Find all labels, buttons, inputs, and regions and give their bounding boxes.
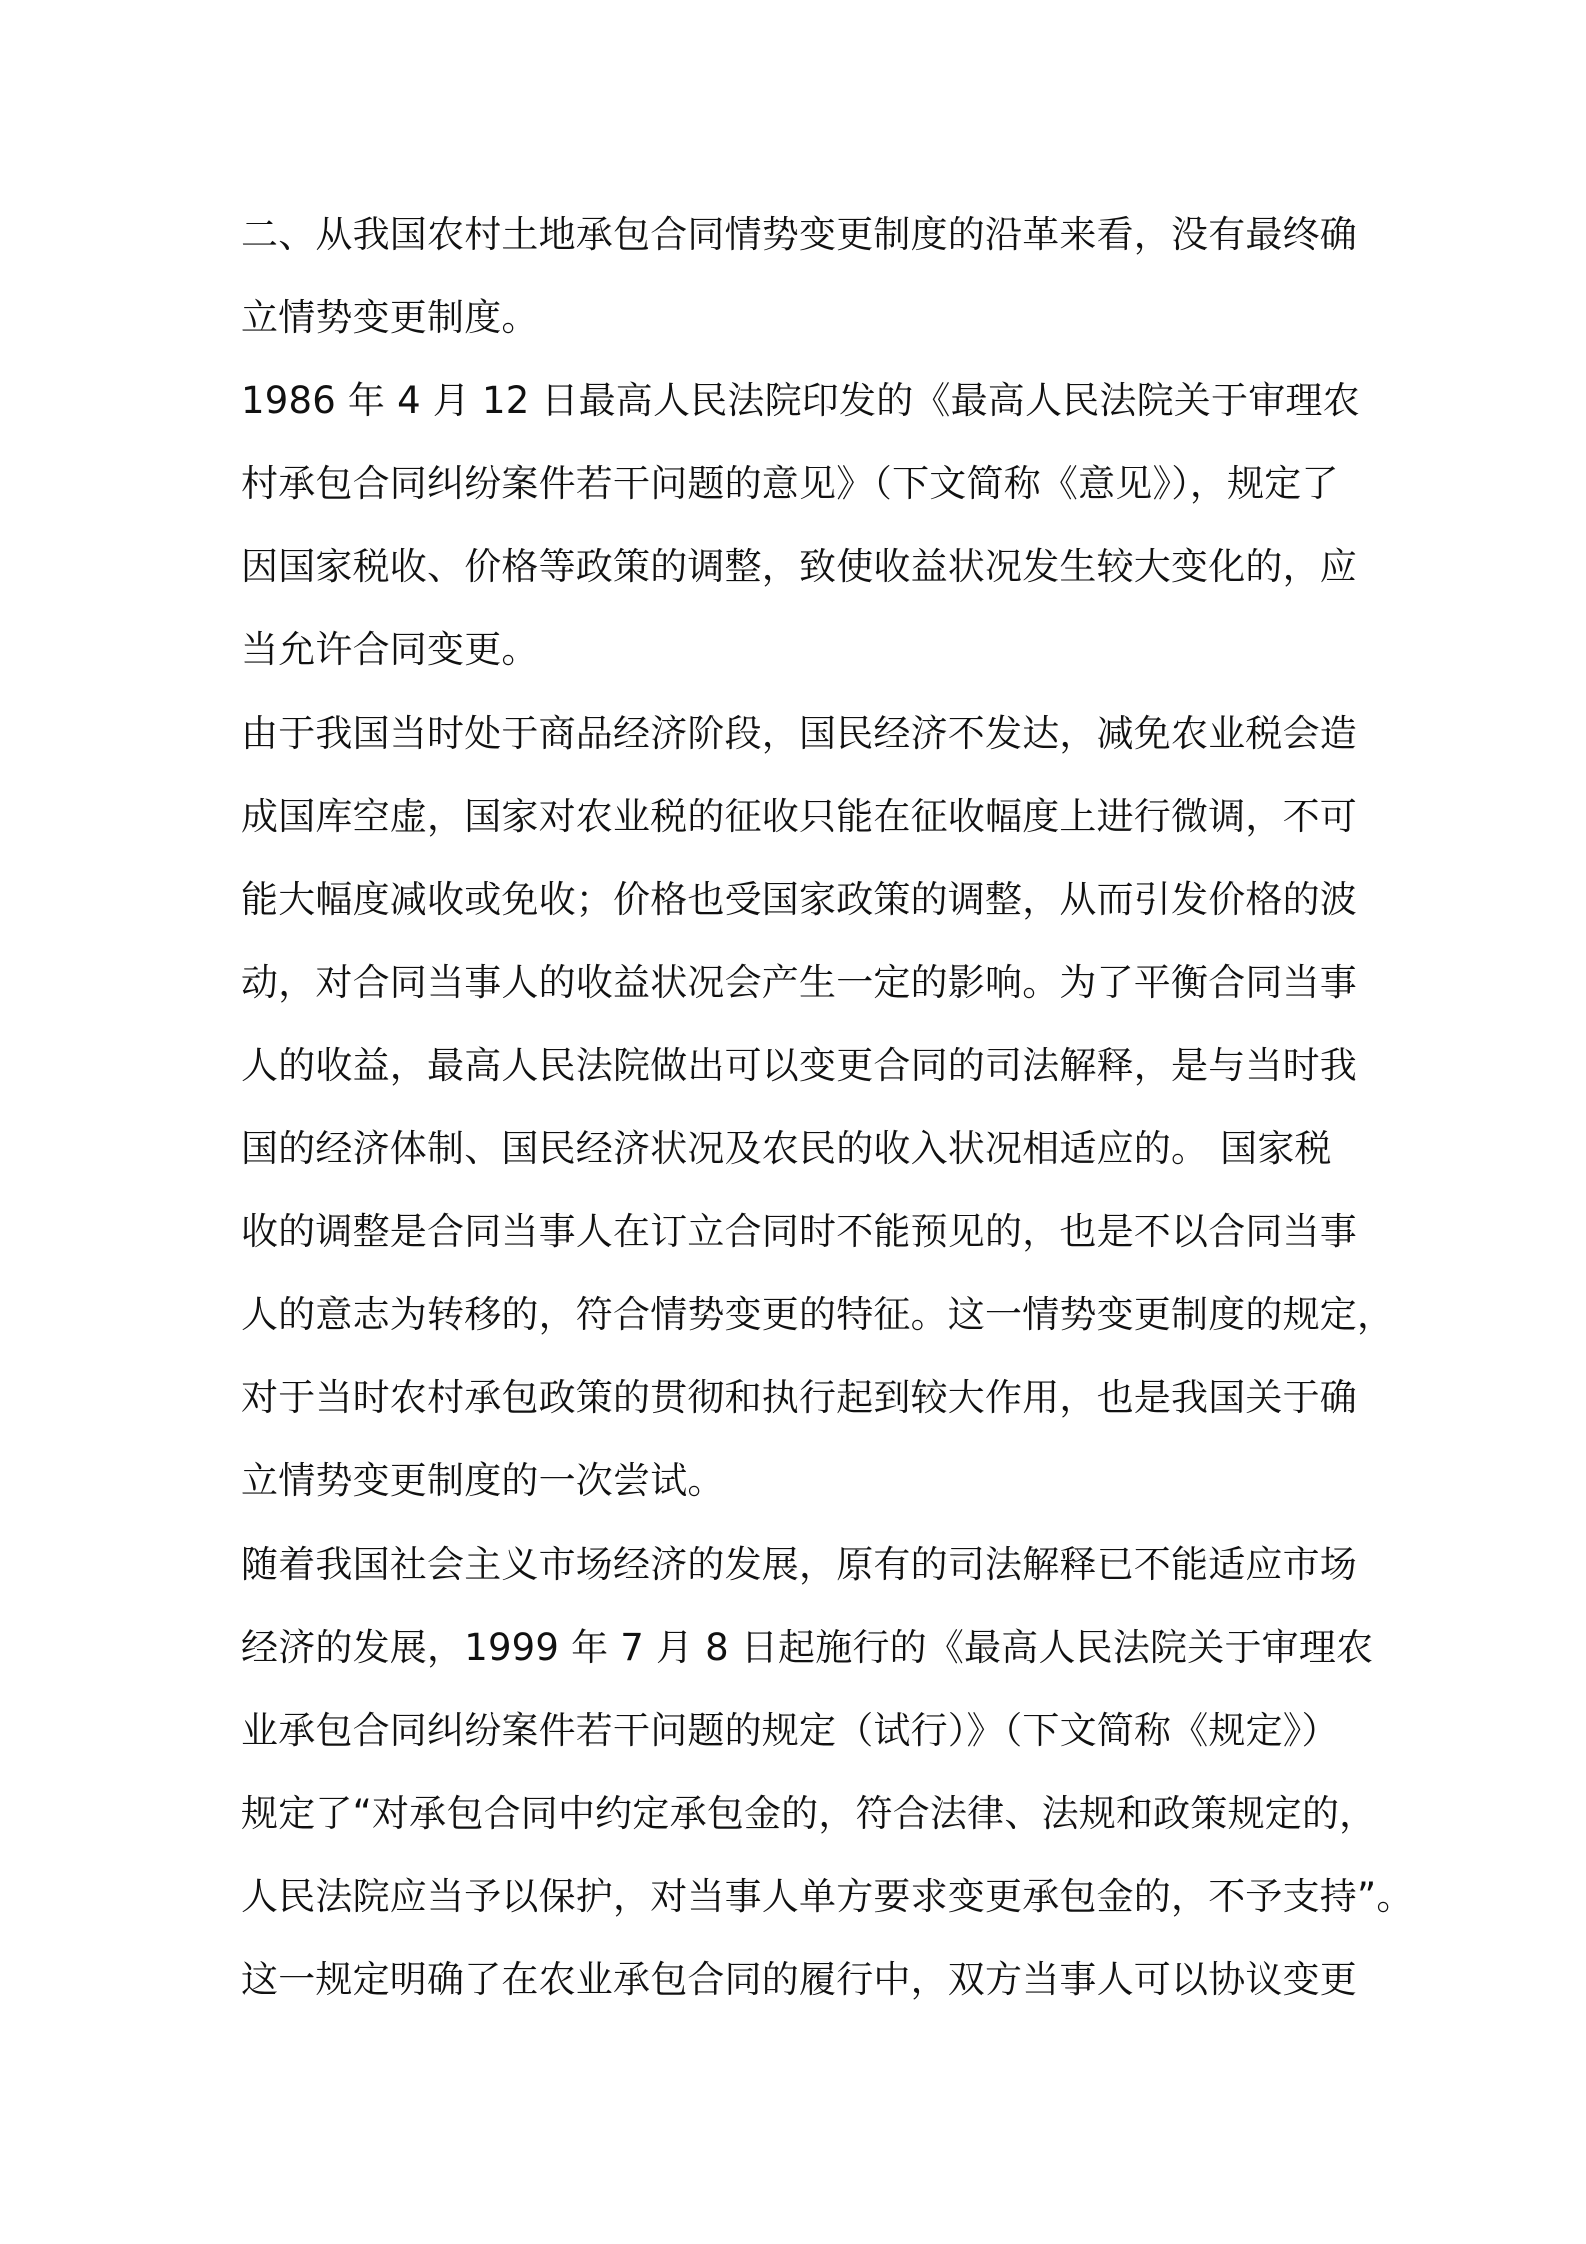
paragraph-1-line-4: 当允许合同变更。 [241,628,539,672]
paragraph-3-line-2: 经济的发展，1999 年 7 月 8 日起施行的《最高人民法院关于审理农 [241,1625,1374,1669]
paragraph-2-line-10: 立情势变更制度的一次尝试。 [241,1459,725,1503]
section-heading-line-2: 立情势变更制度。 [241,296,539,340]
paragraph-2-line-3: 能大幅度减收或免收；价格也受国家政策的调整，从而引发价格的波 [241,877,1357,921]
paragraph-3-line-1: 随着我国社会主义市场经济的发展，原有的司法解释已不能适应市场 [241,1542,1357,1586]
paragraph-2-line-2: 成国库空虚，国家对农业税的征收只能在征收幅度上进行微调，不可 [241,794,1357,838]
paragraph-2-line-5: 人的收益，最高人民法院做出可以变更合同的司法解释，是与当时我 [241,1043,1357,1087]
paragraph-1-line-2: 村承包合同纠纷案件若干问题的意见》（下文简称《意见》），规定了 [241,462,1339,506]
document-body [241,193,1414,2021]
paragraph-2-line-8: 人的意志为转移的，符合情势变更的特征。这一情势变更制度的规定， [241,1293,1395,1337]
section-heading-line-1: 二、从我国农村土地承包合同情势变更制度的沿革来看，没有最终确 [241,213,1357,256]
paragraph-1-line-1: 1986 年 4 月 12 日最高人民法院印发的《最高人民法院关于审理农 [241,379,1360,423]
paragraph-3-line-6: 这一规定明确了在农业承包合同的履行中，双方当事人可以协议变更 [241,1957,1357,2001]
paragraph-1-line-3: 因国家税收、价格等政策的调整，致使收益状况发生较大变化的，应 [241,545,1357,589]
paragraph-2-line-6: 国的经济体制、国民经济状况及农民的收入状况相适应的。 国家税 [241,1127,1332,1171]
paragraph-2-line-7: 收的调整是合同当事人在订立合同时不能预见的，也是不以合同当事 [241,1210,1357,1254]
paragraph-3-line-4: 规定了“对承包合同中约定承包金的，符合法律、法规和政策规定的， [241,1791,1377,1835]
paragraph-3-line-3: 业承包合同纠纷案件若干问题的规定（试行）》（下文简称《规定》） [241,1708,1339,1752]
paragraph-2-line-1: 由于我国当时处于商品经济阶段，国民经济不发达，减免农业税会造 [241,711,1357,755]
paragraph-3-line-5: 人民法院应当予以保护，对当事人单方要求变更承包金的，不予支持”。 [241,1874,1414,1918]
paragraph-2-line-9: 对于当时农村承包政策的贯彻和执行起到较大作用，也是我国关于确 [241,1376,1357,1420]
paragraph-2-line-4: 动，对合同当事人的收益状况会产生一定的影响。为了平衡合同当事 [241,960,1357,1004]
